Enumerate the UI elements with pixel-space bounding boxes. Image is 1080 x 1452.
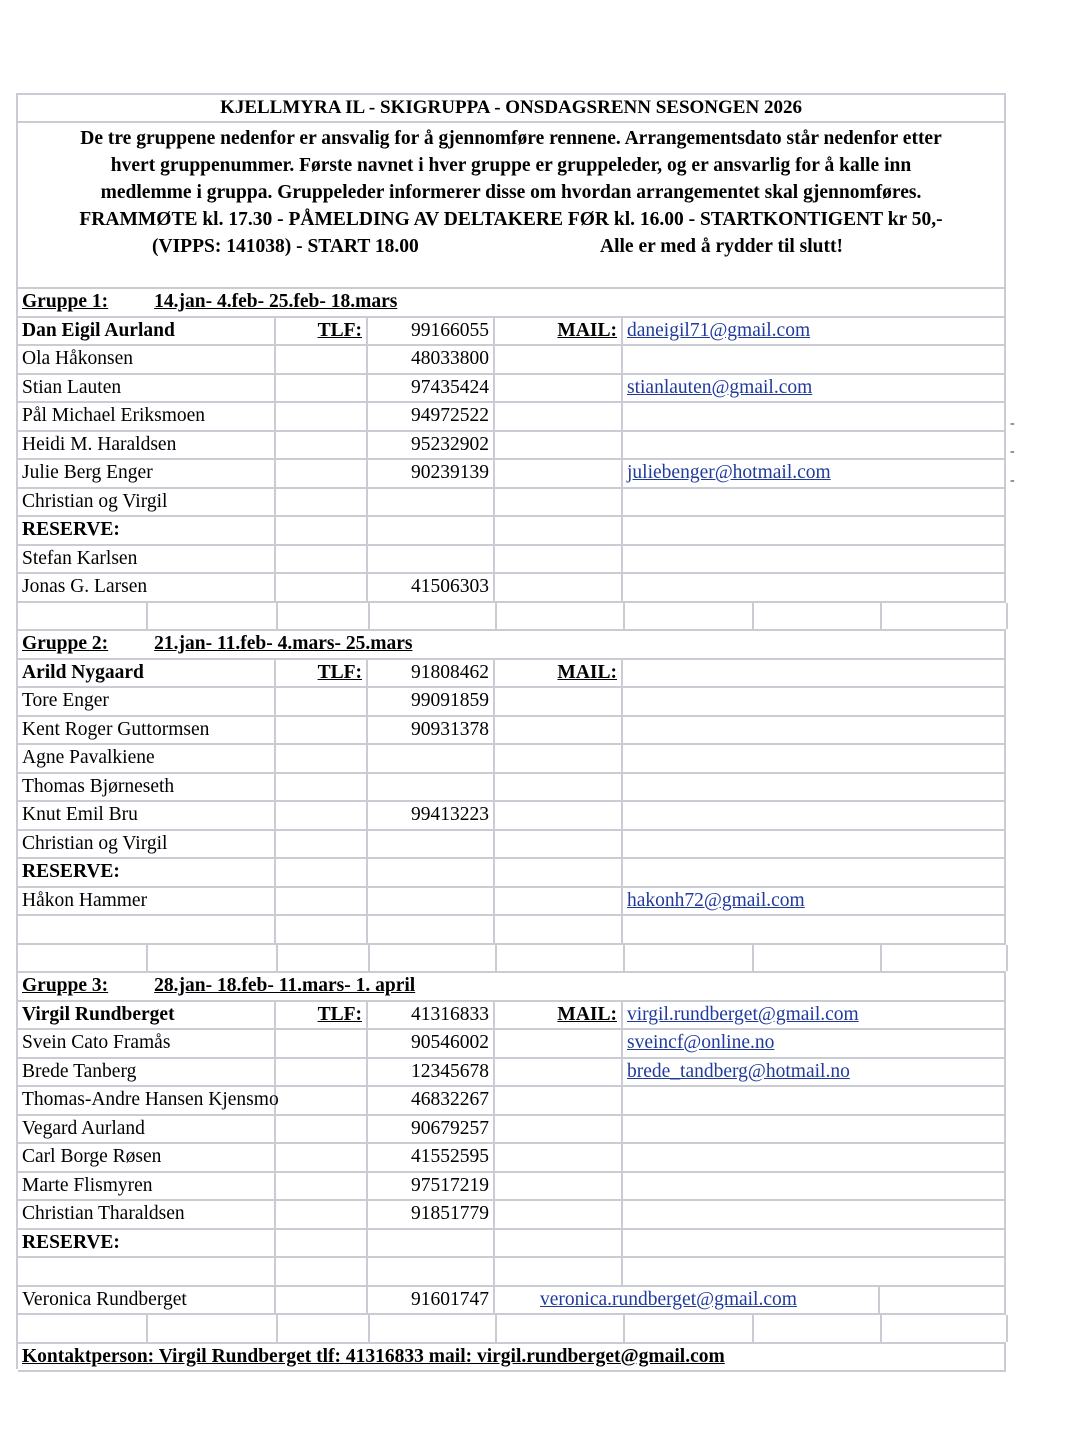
mail-label [495,403,623,430]
member-name: Håkon Hammer [18,888,276,915]
email-cell [623,346,1006,373]
email-cell [623,1173,1006,1200]
member-row [18,1144,1006,1173]
leader-row [18,1002,1006,1031]
mail-label: MAIL: [495,318,623,345]
member-name: Christian og Virgil [18,831,276,858]
email-cell [623,574,1006,601]
member-row [18,1030,1006,1059]
group-dates: 21.jan- 11.feb- 4.mars- 25.mars [154,633,413,654]
member-name: Brede Tanberg [18,1059,276,1086]
empty-cell [495,1258,623,1285]
margin-mark: - [1010,416,1015,431]
tlf-label [276,745,368,772]
email-cell [623,888,1006,915]
email-cell [623,831,1006,858]
mail-label [495,745,623,772]
member-name: Stefan Karlsen [18,546,276,573]
tlf-label [276,888,368,915]
member-name: Svein Cato Framås [18,1030,276,1057]
empty-cell [276,916,368,943]
tlf-label: TLF: [276,660,368,687]
mail-label [495,1144,623,1171]
cleanup-text: Alle er med å rydder til slutt! [600,236,843,257]
mail-label [495,831,623,858]
tlf-label [276,546,368,573]
empty-cell [368,859,495,886]
blank-row [18,1258,1006,1287]
member-name: Agne Pavalkiene [18,745,276,772]
tlf-label [276,831,368,858]
member-row [18,1173,1006,1202]
phone-number: 91851779 [368,1201,495,1228]
intro-line: De tre gruppene nedenfor er ansvalig for å gjennomføre rennene. Arrangementsdato står nedenfor etter [80,128,942,149]
mail-label [495,460,623,487]
tlf-label [276,1173,368,1200]
member-row [18,1116,1006,1145]
tlf-label [276,774,368,801]
member-row [18,1201,1006,1230]
mail-label [495,717,623,744]
member-row [18,1287,1006,1316]
group-header-row [18,973,1006,1002]
group-title [18,631,1006,658]
member-row [18,403,1006,432]
member-row [18,688,1006,717]
email-link[interactable]: sveincf@online.no [627,1032,775,1053]
group-header-row [18,289,1006,318]
email-cell [623,1201,1006,1228]
member-row [18,717,1006,746]
email-cell [623,688,1006,715]
leader-row [18,318,1006,347]
mail-label [495,1030,623,1057]
member-row [18,774,1006,803]
tlf-label [276,574,368,601]
mail-label [495,546,623,573]
mail-label [495,774,623,801]
margin-mark: - [1010,444,1015,459]
intro-line [18,233,1004,260]
member-name: Vegard Aurland [18,1116,276,1143]
mail-label: MAIL: [495,660,623,687]
tlf-label: TLF: [276,1002,368,1029]
reserve-label-row [18,517,1006,546]
phone-number: 46832267 [368,1087,495,1114]
empty-cell [623,916,1006,943]
member-row [18,489,1006,518]
tlf-label [276,432,368,459]
empty-cell [495,916,623,943]
phone-number: 41316833 [368,1002,495,1029]
email-link[interactable]: stianlauten@gmail.com [627,376,813,398]
member-name: Stian Lauten [18,375,276,402]
phone-number: 99166055 [368,318,495,345]
email-cell [623,432,1006,459]
phone-number: 41506303 [368,574,495,601]
tlf-label [276,1116,368,1143]
tlf-label [276,460,368,487]
email-cell [623,717,1006,744]
email-cell [623,1002,1006,1029]
member-row [18,802,1006,831]
blank-row [18,1315,1006,1344]
member-row [18,375,1006,404]
member-name: Knut Emil Bru [18,802,276,829]
email-cell [623,745,1006,772]
empty-cell [495,517,623,544]
email-cell [623,546,1006,573]
member-row [18,745,1006,774]
member-name: Marte Flismyren [18,1173,276,1200]
empty-cell [18,916,276,943]
phone-number: 90546002 [368,1030,495,1057]
tlf-label: TLF: [276,318,368,345]
tlf-label [276,1287,368,1314]
mail-label [495,688,623,715]
reserve-label: RESERVE: [18,1230,276,1257]
tlf-label [276,1059,368,1086]
blank-row [18,603,1006,632]
email-link[interactable]: juliebenger@hotmail.com [627,462,831,483]
leader-row [18,660,1006,689]
phone-number: 90239139 [368,460,495,487]
tlf-label [276,717,368,744]
footer-row [18,1344,1006,1373]
mail-label [495,375,623,402]
email-cell [623,802,1006,829]
email-cell [623,1087,1006,1114]
email-cell [623,460,1006,487]
member-row [18,546,1006,575]
tlf-label [276,688,368,715]
mail-label [495,1087,623,1114]
empty-cell [276,517,368,544]
empty-cell [623,859,1006,886]
empty-cell [495,859,623,886]
intro-text [18,123,1006,289]
mail-label [495,1173,623,1200]
member-name: Pål Michael Eriksmoen [18,403,276,430]
mail-label [495,432,623,459]
intro-line: hvert gruppenummer. Første navnet i hver gruppe er gruppeleder, og er ansvarlig for å kalle inn [110,155,912,176]
member-name: Carl Borge Røsen [18,1144,276,1171]
empty-cell [368,517,495,544]
member-name: Jonas G. Larsen [18,574,276,601]
empty-cell [368,1258,495,1285]
skigroup-table [16,93,1006,1369]
mail-label [495,1116,623,1143]
phone-number: 99091859 [368,688,495,715]
phone-number: 90679257 [368,1116,495,1143]
tlf-label [276,403,368,430]
mail-label [495,802,623,829]
empty-cell [276,1258,368,1285]
tlf-label [276,375,368,402]
phone-number: 97517219 [368,1173,495,1200]
grid-line [18,945,1008,972]
reserve-label-row [18,859,1006,888]
phone-number [368,888,495,915]
member-name: Thomas-Andre Hansen Kjensmo [18,1087,276,1114]
email-cell [623,375,1006,402]
email-link[interactable]: daneigil71@gmail.com [627,319,811,341]
blank-row [18,916,1006,945]
member-row [18,1087,1006,1116]
member-name: Christian og Virgil [18,489,276,516]
phone-number [368,774,495,801]
leader-name: Virgil Rundberget [18,1002,276,1029]
mail-label: MAIL: [495,1002,623,1029]
tlf-label [276,1201,368,1228]
member-name: Kent Roger Guttormsen [18,717,276,744]
email-cell [623,489,1006,516]
email-cell [623,774,1006,801]
group-dates: 28.jan- 18.feb- 11.mars- 1. april [154,975,416,996]
email-link[interactable]: hakonh72@gmail.com [627,889,805,911]
empty-cell [623,1230,1006,1257]
tlf-label [276,1087,368,1114]
grid-line [18,1315,1008,1342]
phone-number: 97435424 [368,375,495,402]
email-cell [623,1116,1006,1143]
intro-line: FRAMMØTE kl. 17.30 - PÅMELDING AV DELTAKERE FØR kl. 16.00 - STARTKONTIGENT kr 50,- [79,209,943,230]
mail-label [495,489,623,516]
leader-name: Dan Eigil Aurland [18,318,276,345]
phone-number [368,546,495,573]
phone-number: 12345678 [368,1059,495,1086]
tlf-label [276,489,368,516]
mail-label [495,888,623,915]
mail-label [495,346,623,373]
member-row [18,460,1006,489]
empty-cell [276,859,368,886]
member-name: Heidi M. Haraldsen [18,432,276,459]
member-row [18,432,1006,461]
group-header-row [18,631,1006,660]
tlf-label [276,346,368,373]
email-cell [623,1059,1006,1086]
group-name: Gruppe 1: [22,291,109,312]
tlf-label [276,1144,368,1171]
intro-line: medlemme i gruppa. Gruppeleder informerer disse om hvordan arrangementet skal gjennomføres. [100,182,922,203]
empty-cell [18,1258,276,1285]
email-link[interactable]: virgil.rundberget@gmail.com [627,1003,859,1025]
mail-label [495,574,623,601]
empty-cell [276,1230,368,1257]
group-name: Gruppe 2: [22,633,109,654]
member-row [18,1059,1006,1088]
blank-row [18,945,1006,974]
mail-label [495,1059,623,1086]
email-cell [623,1030,1006,1057]
contact-footer: Kontaktperson: Virgil Rundberget tlf: 41316833 mail: virgil.rundberget@gmail.com [18,1344,1006,1371]
phone-number [368,831,495,858]
margin-mark: - [1010,473,1015,488]
phone-number: 41552595 [368,1144,495,1171]
email-cell [623,1144,1006,1171]
group-dates: 14.jan- 4.feb- 25.feb- 18.mars [154,291,398,312]
phone-number: 90931378 [368,717,495,744]
email-cell [623,660,1006,687]
member-name: Tore Enger [18,688,276,715]
mail-label [495,1201,623,1228]
empty-cell [880,1287,1006,1314]
email-cell [623,403,1006,430]
member-row [18,574,1006,603]
leader-name: Arild Nygaard [18,660,276,687]
empty-cell [368,1230,495,1257]
reserve-label-row [18,1230,1006,1259]
reserve-label: RESERVE: [18,517,276,544]
phone-number [368,489,495,516]
empty-cell [368,916,495,943]
phone-number: 95232902 [368,432,495,459]
tlf-label [276,802,368,829]
member-name: Julie Berg Enger [18,460,276,487]
empty-cell [623,1258,1006,1285]
email-link[interactable]: brede_tandberg@hotmail.no [627,1060,850,1082]
phone-number: 99413223 [368,802,495,829]
group-title [18,289,1006,316]
grid-line [18,603,1008,630]
member-row [18,831,1006,860]
document-title: KJELLMYRA IL - SKIGRUPPA - ONSDAGSRENN SESONGEN 2026 [18,95,1006,123]
tlf-label [276,1030,368,1057]
email-link[interactable]: veronica.rundberget@gmail.com [540,1288,797,1310]
group-title [18,973,1006,1000]
phone-number [368,745,495,772]
phone-number: 94972522 [368,403,495,430]
member-row [18,346,1006,375]
phone-number: 48033800 [368,346,495,373]
member-name: Veronica Rundberget [18,1287,276,1314]
email-cell [623,318,1006,345]
vipps-start-text: (VIPPS: 141038) - START 18.00 [152,236,419,257]
member-name: Christian Tharaldsen [18,1201,276,1228]
phone-number: 91808462 [368,660,495,687]
member-name: Ola Håkonsen [18,346,276,373]
member-name: Thomas Bjørneseth [18,774,276,801]
empty-cell [495,1230,623,1257]
member-row [18,888,1006,917]
group-name: Gruppe 3: [22,975,109,996]
reserve-label: RESERVE: [18,859,276,886]
phone-number: 91601747 [368,1287,495,1314]
empty-cell [623,517,1006,544]
